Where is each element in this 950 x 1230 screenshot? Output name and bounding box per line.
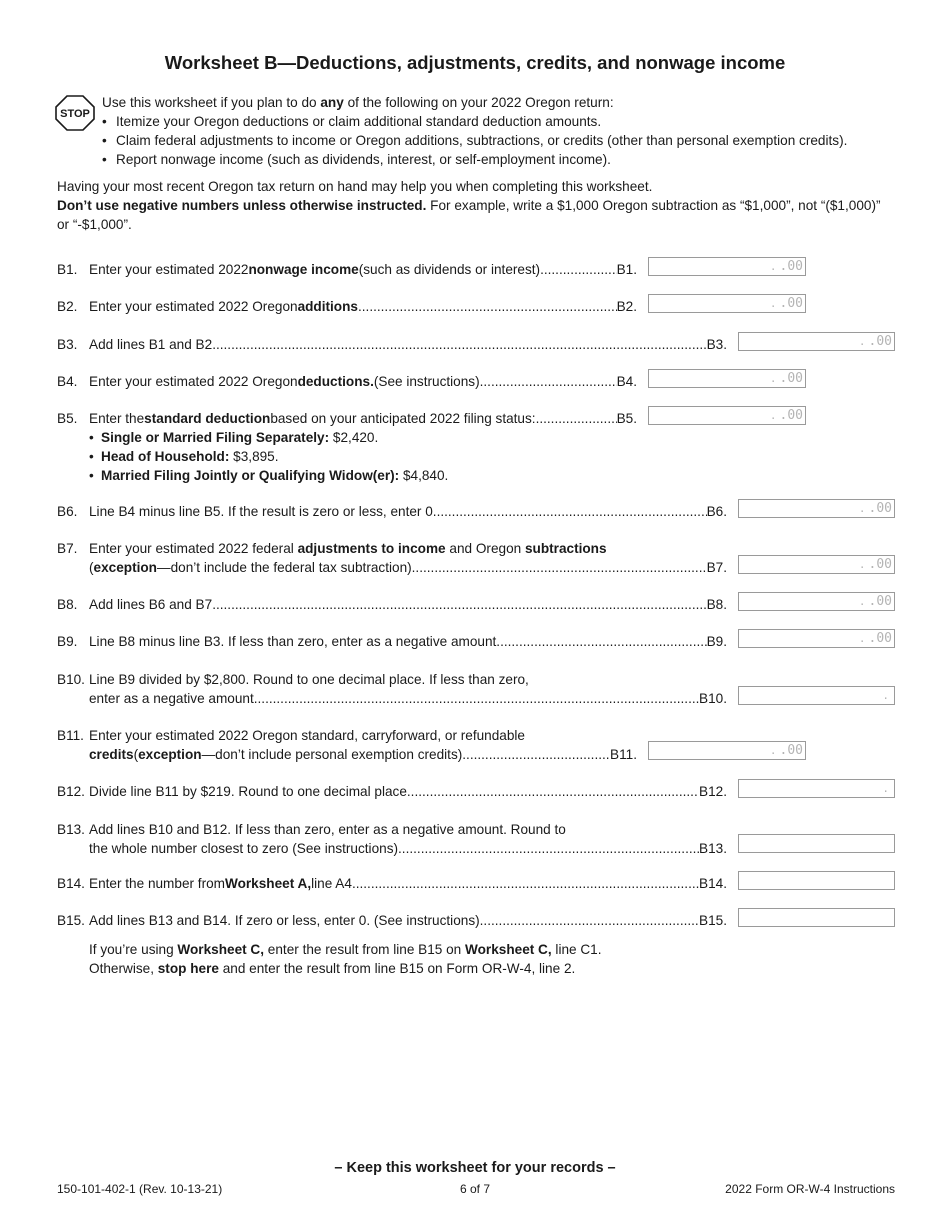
line-b5: B5. Enter the standard deduction based on your anticipated 2022 filing status: ..... B5. • Single or Married Filing Separately: $2,420. • Head of Household: $3,895. • Married Filing Jointly or Qualifying Widow(er): $4,840. (57, 409, 637, 485)
stop-sign-label: STOP (60, 108, 90, 120)
intro-bullets (102, 112, 922, 169)
input-b12[interactable]: . (738, 779, 895, 798)
worksheet-page: Worksheet B—Deductions, adjustments, credits, and nonwage income STOP Use this worksheet if you plan to do any of the following on your 2022 Oregon return: • Itemize your Oregon deductions or claim additional standard deduction amounts. • Claim federal adjustments to income or Oregon additions, subtractions, or credits (other than personal exemption credits). • Report nonwage income (such as dividends, interest, or self-employment income). Having your most recent Oregon tax return on hand may help you when completing this worksheet. Don’t use negative numbers unless otherwise instructed. For example, write a $1,000 Oregon subtraction as “$1,000”, not “($1,000)” or “-$1,000”. B1. Enter your estimated 2022 nonwage income (such as dividends or interest) ..... B1. . .00 B2. Enter your estimated 2022 Oregon additions ..... B2. . .00 B3. Add lines B1 and B2 ..... B3. . .00 B4. Enter your estimated 2022 Oregon deductions. (See instructions) ..... B4. . .00 B5. Enter the standard deduction based on your anticipated 2022 filing status: ..... B5. • Single or Married Filing Separately: $2,420. • Head of Household: $3,895. • Married Filing Jointly or Qualifying Widow(er): $4,840. . .00 B6. Line B4 minus line B5. If the result is zero or less, enter 0 ..... B6. . .00 B7. Enter your estimated 2022 federal adjustments to income and Oregon subtractions ( exception —don’t include the federal tax subtraction) ..... B7. . .00 B8. Add lines B6 and B7 ..... B8. . .00 B9. Line B8 minus line B3. If less than zero, enter as a negative amount ..... B9. . .00 B10. Line B9 divided by $2,800. Round to one decimal place. If less than zero, enter as a negative amount ..... B10. . B11. Enter your estimated 2022 Oregon standard, carryforward, or refundable credits ( exception —don’t include personal exemption credits) ..... B11. . .00 B12. Divide line B11 by $219. Round to one decimal place ..... B12. . B13. Add lines B10 and B12. If less than zero, enter as a negative amount. Round to the whole number closest to zero (See instructions) ..... B13. B14. Enter the number from Worksheet A, line A4 ..... B14. B15. Add lines B13 and B14. If zero or less, enter 0. (See instructions) ..... B15. If you’re using Worksheet C, enter the result from line B15 on Worksheet C, line C1. Otherwise, stop here and enter the result from line B15 on Form OR-W-4, line 2. – Keep this worksheet for your records – 150-101-402-1 (Rev. 10-13-21) 6 of 7 2022 Form OR-W-4 Instructions (0, 0, 950, 1230)
input-b10[interactable]: . (738, 686, 895, 705)
page-title: Worksheet B—Deductions, adjustments, credits, and nonwage income (164, 52, 786, 73)
final-instructions: If you’re using Worksheet C, enter the result from line B15 on Worksheet C, line C1. Otherwise, stop here and enter the result from line B15 on Form OR-W-4, line 2. (89, 942, 602, 976)
input-b15[interactable] (738, 908, 895, 927)
filing-status-option: • Married Filing Jointly or Qualifying Widow(er): $4,840. (89, 466, 448, 485)
stop-sign-icon (55, 95, 95, 131)
input-b1[interactable]: . .00 (648, 257, 806, 276)
input-b7[interactable]: . .00 (738, 555, 895, 574)
intro-lead: Use this worksheet if you plan to do any of the following on your 2022 Oregon return: (102, 95, 614, 110)
input-b13[interactable] (738, 834, 895, 853)
input-b14[interactable] (738, 871, 895, 890)
instructions-note: Having your most recent Oregon tax return on hand may help you when completing this worksheet. Don’t use negative numbers unless otherwise instructed. For example, write a $1,000 Oregon subtraction as “$1,000”, not “($1,000)” or “-$1,000”. (57, 179, 881, 232)
line-b11: B11. Enter your estimated 2022 Oregon standard, carryforward, or refundable credits ( exception —don’t include personal exemption credits) ..... B11. (57, 726, 637, 764)
footer-form-id: 150-101-402-1 (Rev. 10-13-21) (57, 1182, 223, 1196)
intro-bullet: • Itemize your Oregon deductions or claim additional standard deduction amounts. (102, 112, 922, 131)
intro-block (102, 93, 922, 169)
filing-status-option: • Single or Married Filing Separately: $2,420. (89, 428, 448, 447)
line-b13: B13. Add lines B10 and B12. If less than zero, enter as a negative amount. Round to the whole number closest to zero (See instructions) ..... B13. (57, 820, 727, 858)
intro-bullet: • Claim federal adjustments to income or Oregon additions, subtractions, or credits (other than personal exemption credits). (102, 131, 922, 150)
footer-document-title: 2022 Form OR-W-4 Instructions (725, 1182, 895, 1196)
input-b5[interactable]: . .00 (648, 406, 806, 425)
filing-status-option: • Head of Household: $3,895. (89, 447, 448, 466)
input-b9[interactable]: . .00 (738, 629, 895, 648)
line-b10: B10. Line B9 divided by $2,800. Round to one decimal place. If less than zero, enter as a negative amount ..... B10. (57, 670, 727, 708)
input-b4[interactable]: . .00 (648, 369, 806, 388)
filing-status-options (89, 428, 448, 485)
input-b6[interactable]: . .00 (738, 499, 895, 518)
intro-bullet: • Report nonwage income (such as dividends, interest, or self-employment income). (102, 150, 922, 169)
footer-page-number: 6 of 7 (459, 1182, 491, 1196)
input-b3[interactable]: . .00 (738, 332, 895, 351)
keep-records-note: – Keep this worksheet for your records – (334, 1160, 616, 1176)
input-b8[interactable]: . .00 (738, 592, 895, 611)
input-b11[interactable]: . .00 (648, 741, 806, 760)
line-b7: B7. Enter your estimated 2022 federal adjustments to income and Oregon subtractions ( exception —don’t include the federal tax subtraction) ..... B7. (57, 539, 727, 577)
input-b2[interactable]: . .00 (648, 294, 806, 313)
